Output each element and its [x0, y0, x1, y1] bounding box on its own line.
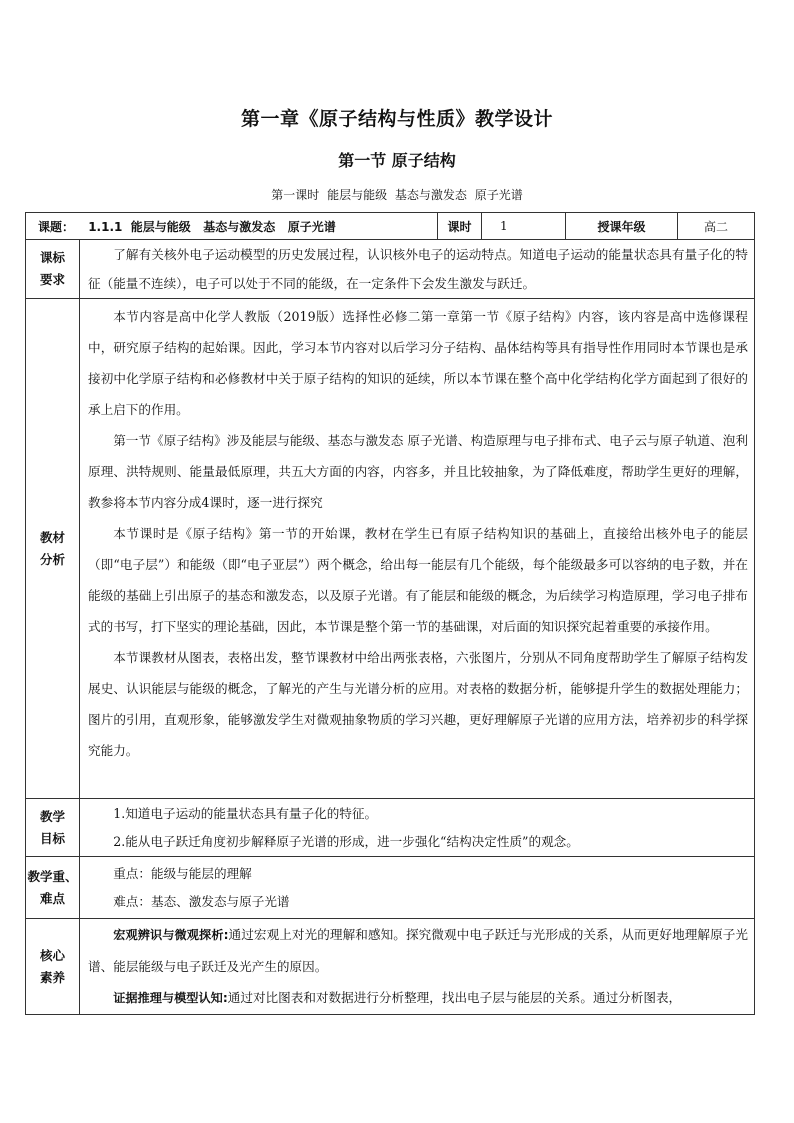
goals-row [26, 799, 755, 857]
literacy-paragraph [88, 919, 748, 982]
keypoints-content [80, 857, 755, 919]
keypoints-label: 教学重、 难点 [26, 857, 80, 919]
analysis-paragraph: 本节课教材从图表，表格出发，整节课教材中给出两张表格，六张图片，分别从不同角度帮助学生了解原子结构发展史、认识能层与能级的概念，了解光的产生与光谱分析的应用。对表格的数据分析，能够提升学生的数据处理能力；图片的引用，直观形象，能够激发学生对微观抽象物质的学习兴趣，更好理解原子光谱的应用方法，培养初步的科学探究能力。 [88, 650, 749, 758]
goals-content [80, 799, 755, 857]
goal-item: 2.能从电子跃迁角度初步解释原子光谱的形成，进一步强化“结构决定性质”的观念。 [113, 833, 579, 849]
analysis-paragraph: 本节课时是《原子结构》第一节的开始课，教材在学生已有原子结构知识的基础上，直接给出核外电子的能层（即“电子层”）和能级（即“电子亚层”）两个概念，给出每一能层有几个能级，每个能级最多可以容纳的电子数，并在能级的基础上引出原子的基态和激发态，以及原子光谱。有了能层和能级的概念，为后续学习构造原理，学习电子排布式的书写，打下坚实的理论基础，因此，本节课是整个第一节的基础课，对后面的知识探究起着重要的承接作用。 [88, 526, 749, 634]
literacy-heading: 宏观辨识与微观探析: [113, 928, 229, 942]
goal-item: 1.知道电子运动的能量状态具有量子化的特征。 [113, 805, 378, 821]
lesson-plan-table [25, 212, 755, 1015]
standard-content [80, 240, 755, 299]
standard-label: 课标 要求 [26, 240, 80, 299]
document-title: 第一章《原子结构与性质》教学设计 [240, 108, 553, 130]
topic-value: 1.1.1 能层与能级 基态与激发态 原子光谱 [88, 219, 336, 234]
goals-label: 教学 目标 [26, 799, 80, 857]
section-title: 第一节 原子结构 [338, 151, 456, 170]
period-value: 1 [482, 213, 566, 240]
key-point: 重点：能级与能层的理解 [113, 865, 252, 881]
literacy-paragraph [88, 982, 748, 1014]
grade-label: 授课年级 [566, 213, 678, 240]
analysis-label: 教材 分析 [26, 299, 80, 799]
analysis-row [26, 299, 755, 799]
literacy-text: 通过宏观上对光的理解和感知。探究微观中电子跃迁与光形成的关系，从而更好地理解原子光谱、能层能级与电子跃迁及光产生的原因。 [88, 927, 749, 974]
literacy-content [80, 919, 755, 1015]
analysis-paragraph: 第一节《原子结构》涉及能层与能级、基态与激发态 原子光谱、构造原理与电子排布式、电子云与原子轨道、泡利原理、洪特规则、能量最低原理，共五大方面的内容，内容多，并且比较抽象，为了降低难度，帮助学生更好的理解，教参将本节内容分成4课时，逐一进行探究 [88, 433, 749, 510]
topic-cell [26, 213, 438, 240]
keypoints-row [26, 857, 755, 919]
period-label: 课时 [438, 213, 482, 240]
literacy-heading: 证据推理与模型认知: [113, 991, 228, 1005]
literacy-row [26, 919, 755, 1015]
literacy-text: 通过对比图表和对数据进行分析整理，找出电子层与能层的关系。通过分析图表， [227, 990, 682, 1005]
literacy-label: 核心 素养 [26, 919, 80, 1015]
grade-value: 高二 [678, 213, 755, 240]
standard-row [26, 240, 755, 299]
standard-text: 了解有关核外电子运动模型的历史发展过程，认识核外电子的运动特点。知道电子运动的能量状态具有量子化的特征（能量不连续），电子可以处于不同的能级，在一定条件下会发生激发与跃迁。 [88, 247, 749, 291]
lesson-title: 第一课时 能层与能级 基态与激发态 原子光谱 [271, 188, 523, 202]
header-row [26, 213, 755, 240]
difficult-point: 难点：基态、激发态与原子光谱 [113, 893, 290, 909]
topic-label: 课题： [38, 219, 75, 234]
analysis-content [80, 299, 755, 799]
analysis-paragraph: 本节内容是高中化学人教版（2019版）选择性必修二第一章第一节《原子结构》内容，该内容是高中选修课程中，研究原子结构的起始课。因此，学习本节内容对以后学习分子结构、晶体结构等具有指导性作用同时本节课也是承接初中化学原子结构和必修教材中关于原子结构的知识的延续，所以本节课在整个高中化学结构化学方面起到了很好的承上启下的作用。 [88, 309, 749, 417]
